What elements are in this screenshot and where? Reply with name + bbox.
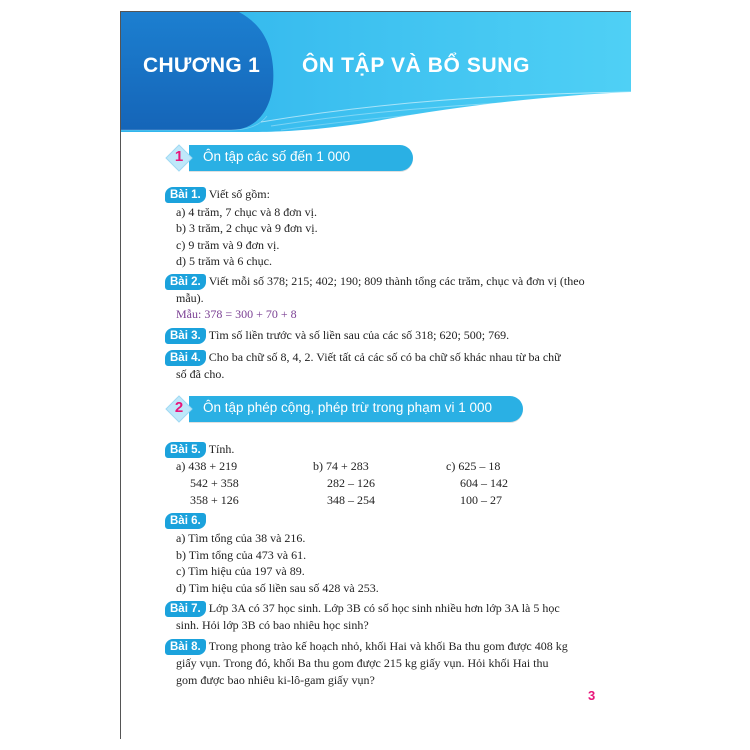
exercise-item: a) 4 trăm, 7 chục và 8 đơn vị.: [176, 205, 317, 219]
calc-item: 604 – 142: [460, 476, 508, 490]
exercise-1-heading: [165, 186, 270, 203]
exercise-prompt-cont: sinh. Hỏi lớp 3B có bao nhiêu học sinh?: [176, 618, 369, 632]
exercise-7-heading: [165, 600, 560, 617]
chapter-title: ÔN TẬP VÀ BỔ SUNG: [302, 54, 531, 77]
exercise-prompt: Cho ba chữ số 8, 4, 2. Viết tất cả các số có ba chữ số khác nhau từ ba chữ: [208, 350, 561, 364]
exercise-sample: Mẫu: 378 = 300 + 70 + 8: [176, 307, 297, 321]
exercise-item: c) 9 trăm và 9 đơn vị.: [176, 238, 280, 252]
textbook-page: [120, 11, 631, 739]
exercise-item: b) Tìm tổng của 473 và 61.: [176, 548, 307, 562]
section-title: Ôn tập các số đến 1 000: [203, 149, 351, 164]
calc-item: c) 625 – 18: [446, 459, 501, 473]
exercise-prompt-cont: giấy vụn. Trong đó, khối Ba thu gom được 215 kg giấy vụn. Hỏi khối Hai thu: [176, 656, 549, 670]
exercise-prompt: Lớp 3A có 37 học sinh. Lớp 3B có số học sinh nhiều hơn lớp 3A là 5 học: [208, 601, 560, 615]
chapter-label: CHƯƠNG 1: [143, 54, 261, 77]
exercise-prompt-cont: gom được bao nhiêu ki-lô-gam giấy vụn?: [176, 673, 375, 687]
exercise-prompt: Trong phong trào kế hoạch nhỏ, khối Hai và khối Ba thu gom được 408 kg: [208, 639, 568, 653]
exercise-5-heading: [165, 441, 234, 458]
chapter-header: [121, 12, 631, 162]
exercise-badge: Bài 1.: [165, 187, 206, 203]
exercise-badge: Bài 3.: [165, 328, 206, 344]
exercise-badge: Bài 6.: [165, 513, 206, 529]
page-number: 3: [588, 688, 596, 703]
exercise-3-heading: [165, 327, 509, 344]
section-number: 2: [174, 399, 184, 416]
exercise-item: b) 3 trăm, 2 chục và 9 đơn vị.: [176, 221, 318, 235]
exercise-item: d) 5 trăm và 6 chục.: [176, 254, 272, 268]
exercise-8-heading: [165, 638, 568, 655]
exercise-item: c) Tìm hiệu của 197 và 89.: [176, 564, 305, 578]
exercise-4-heading: [165, 349, 561, 366]
exercise-prompt: Tính.: [208, 442, 235, 456]
exercise-prompt-cont: mẫu).: [176, 291, 204, 305]
exercise-6-heading: [165, 512, 209, 529]
exercise-prompt: Tìm số liền trước và số liền sau của các số 318; 620; 500; 769.: [208, 328, 510, 342]
exercise-badge: Bài 2.: [165, 274, 206, 290]
exercise-prompt-cont: số đã cho.: [176, 367, 225, 381]
calc-item: 358 + 126: [190, 493, 239, 507]
section-number: 1: [174, 148, 184, 165]
exercise-badge: Bài 8.: [165, 639, 206, 655]
calc-item: 542 + 358: [190, 476, 239, 490]
exercise-2-heading: [165, 273, 585, 290]
section-title: Ôn tập phép cộng, phép trừ trong phạm vi 1 000: [203, 400, 492, 415]
exercise-item: d) Tìm hiệu của số liền sau số 428 và 253.: [176, 581, 379, 595]
calc-item: a) 438 + 219: [176, 459, 238, 473]
exercise-badge: Bài 4.: [165, 350, 206, 366]
exercise-badge: Bài 7.: [165, 601, 206, 617]
exercise-prompt: Viết mỗi số 378; 215; 402; 190; 809 thành tổng các trăm, chục và đơn vị (theo: [208, 274, 585, 288]
header-wave-graphic: [121, 12, 631, 162]
calc-item: 348 – 254: [327, 493, 375, 507]
exercise-item: a) Tìm tổng của 38 và 216.: [176, 531, 306, 545]
calc-item: b) 74 + 283: [313, 459, 369, 473]
calc-item: 100 – 27: [460, 493, 502, 507]
exercise-badge: Bài 5.: [165, 442, 206, 458]
calc-item: 282 – 126: [327, 476, 375, 490]
exercise-prompt: Viết số gồm:: [208, 187, 270, 201]
